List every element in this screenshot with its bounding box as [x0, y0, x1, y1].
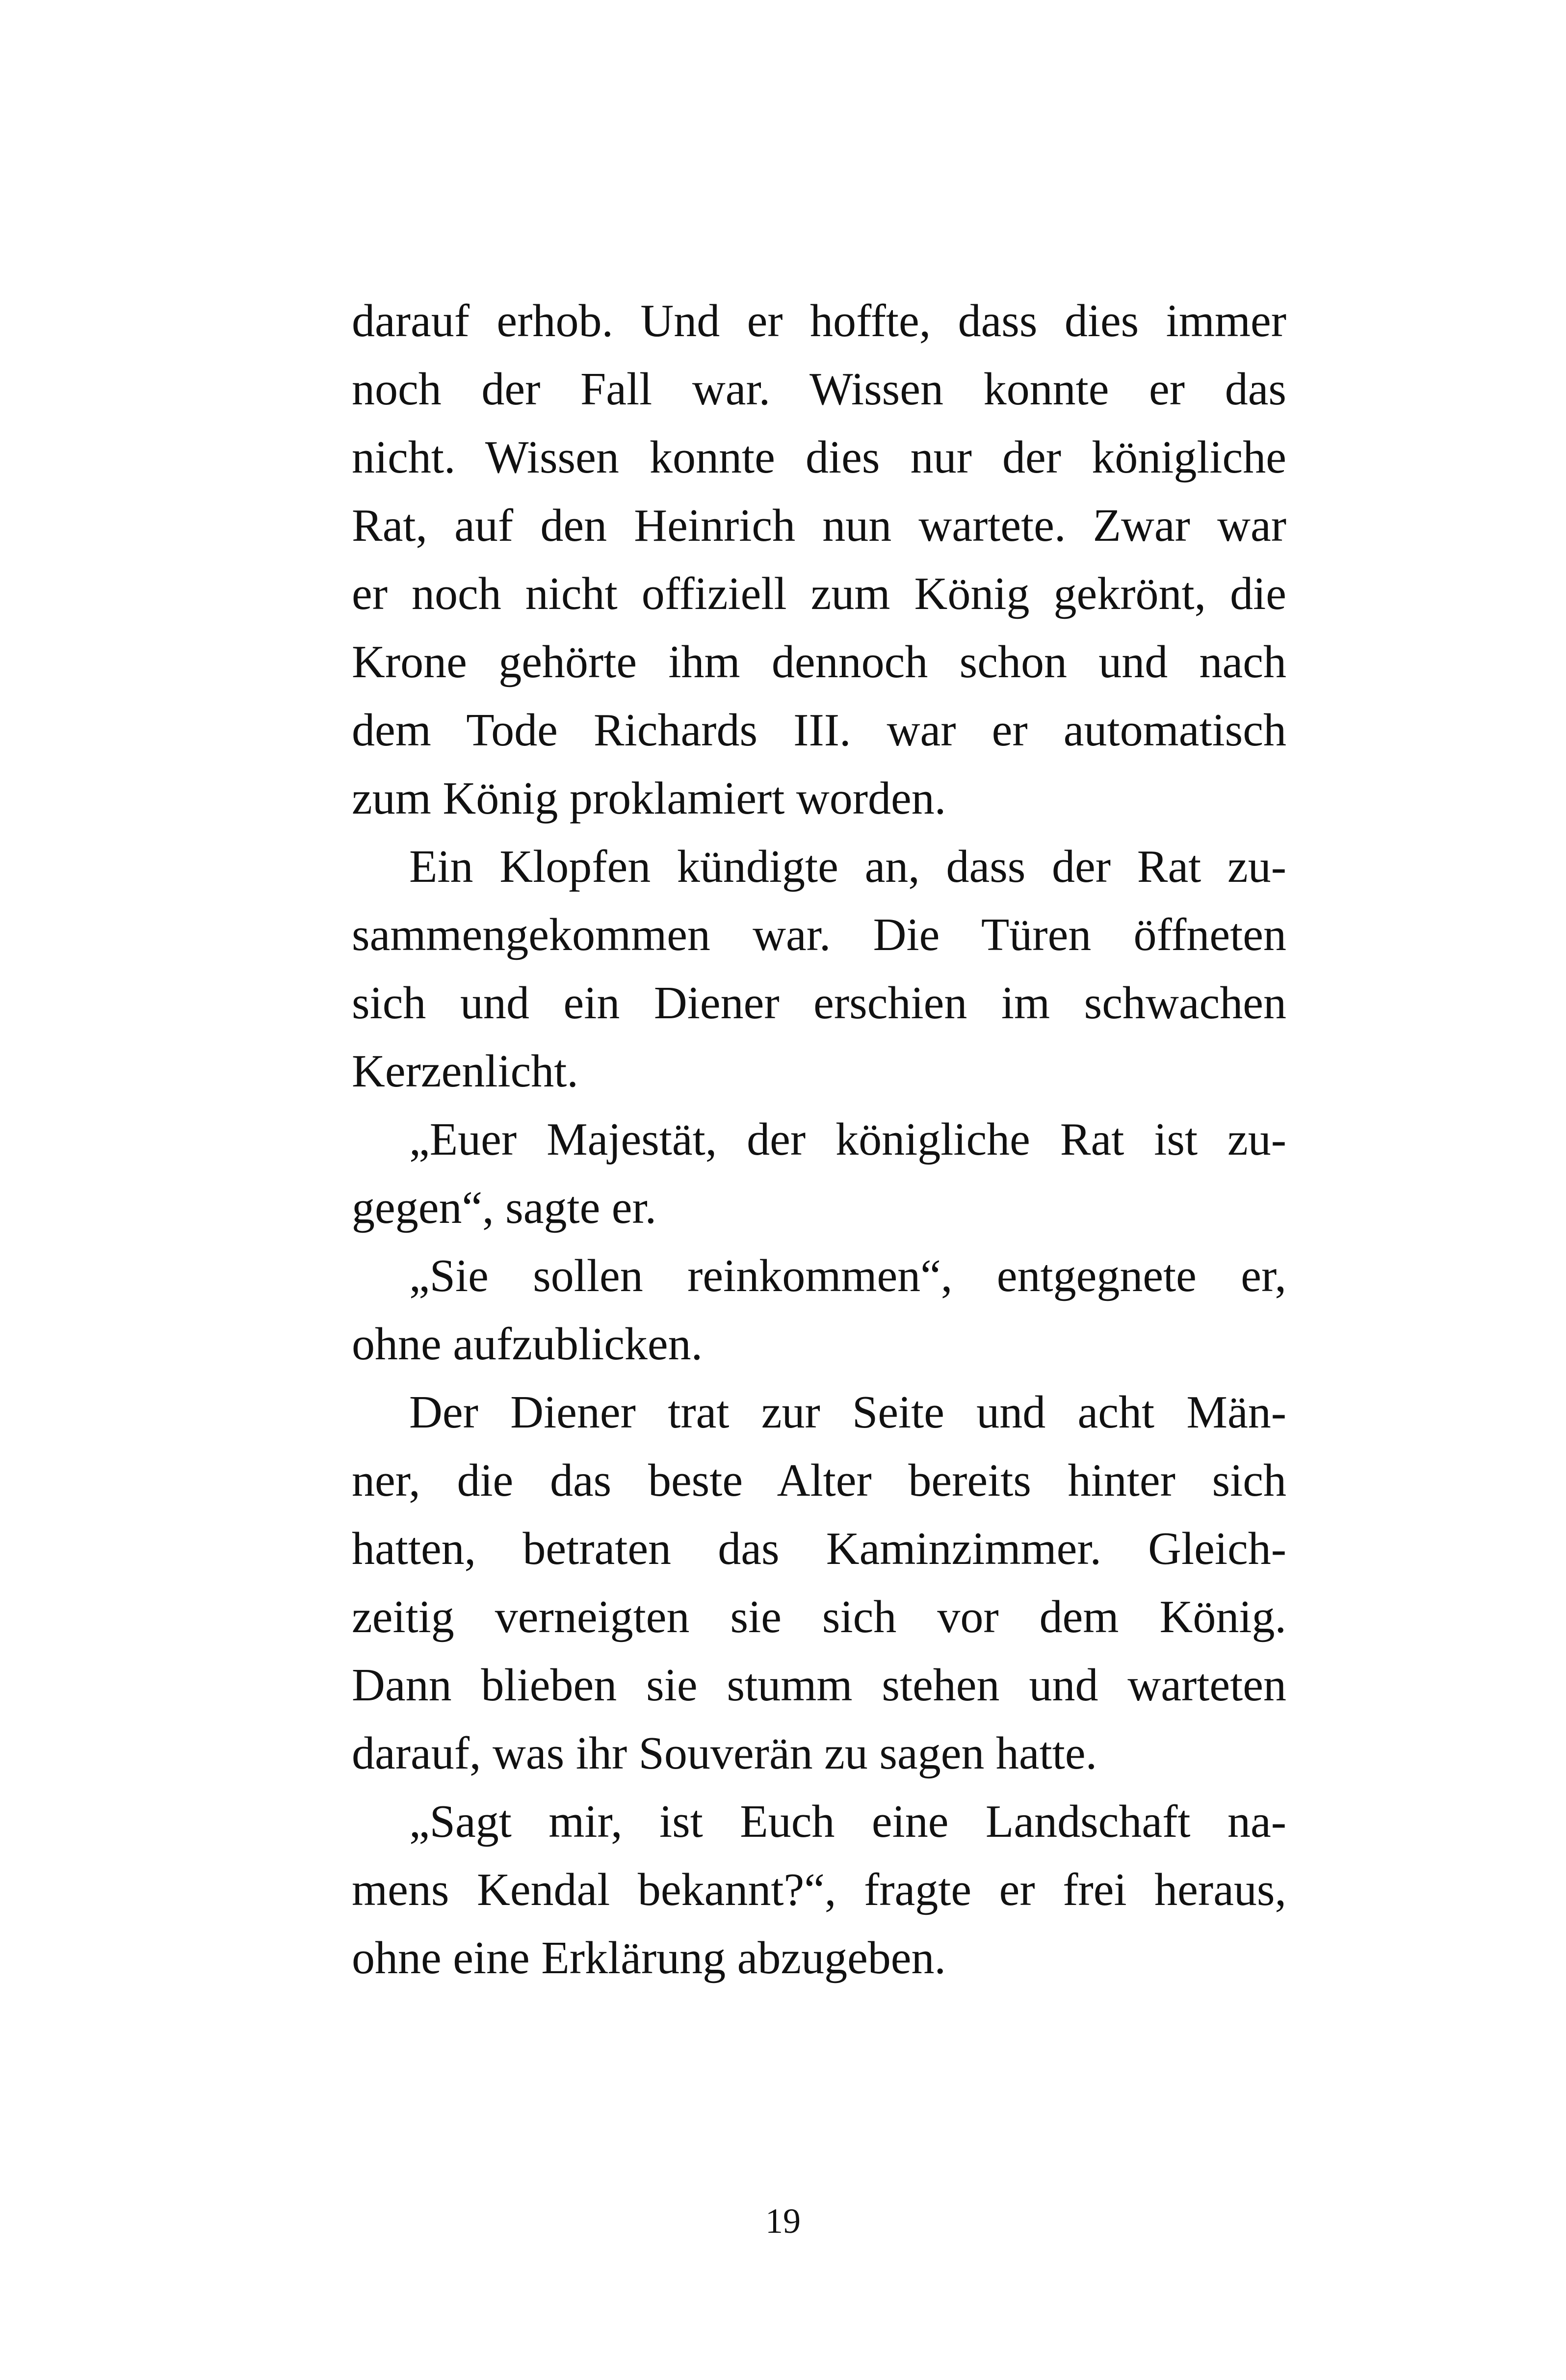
text-line: Dann blieben sie stumm stehen und warteten: [352, 1660, 1286, 1711]
text-line: Rat, auf den Heinrich nun wartete. Zwar war: [352, 500, 1286, 551]
text-line: nicht. Wissen konnte dies nur der königliche: [352, 432, 1286, 483]
text-line: hatten, betraten das Kaminzimmer. Gleich-: [352, 1523, 1286, 1574]
text-line: ohne eine Erklärung abzugeben.: [352, 1932, 946, 1983]
text-line: noch der Fall war. Wissen konnte er das: [352, 364, 1286, 415]
text-line: zum König proklamiert worden.: [352, 773, 946, 824]
text-line: darauf erhob. Und er hoffte, dass dies immer: [352, 295, 1286, 346]
text-line: Kerzenlicht.: [352, 1046, 578, 1097]
text-line: „Euer Majestät, der königliche Rat ist zu-: [409, 1114, 1286, 1165]
text-line: Ein Klopfen kündigte an, dass der Rat zu-: [409, 841, 1286, 892]
text-line: Der Diener trat zur Seite und acht Män-: [409, 1387, 1286, 1438]
text-line: Krone gehörte ihm dennoch schon und nach: [352, 636, 1286, 688]
text-line: ner, die das beste Alter bereits hinter sich: [352, 1455, 1286, 1506]
text-line: gegen“, sagte er.: [352, 1182, 657, 1233]
text-line: dem Tode Richards III. war er automatisch: [352, 705, 1286, 756]
text-line: sich und ein Diener erschien im schwachen: [352, 978, 1286, 1029]
body-text: [352, 287, 1286, 1992]
text-line: darauf, was ihr Souverän zu sagen hatte.: [352, 1728, 1097, 1779]
text-line: sammengekommen war. Die Türen öffneten: [352, 909, 1286, 960]
text-line: „Sie sollen reinkommen“, entgegnete er,: [409, 1250, 1286, 1301]
text-line: „Sagt mir, ist Euch eine Landschaft na-: [409, 1796, 1286, 1847]
page-number: 19: [765, 2201, 801, 2241]
text-line: er noch nicht offiziell zum König gekrönt, die: [352, 568, 1286, 619]
text-line: ohne aufzublicken.: [352, 1319, 703, 1370]
text-line: mens Kendal bekannt?“, fragte er frei heraus,: [352, 1864, 1286, 1915]
text-line: zeitig verneigten sie sich vor dem König.: [352, 1591, 1286, 1642]
